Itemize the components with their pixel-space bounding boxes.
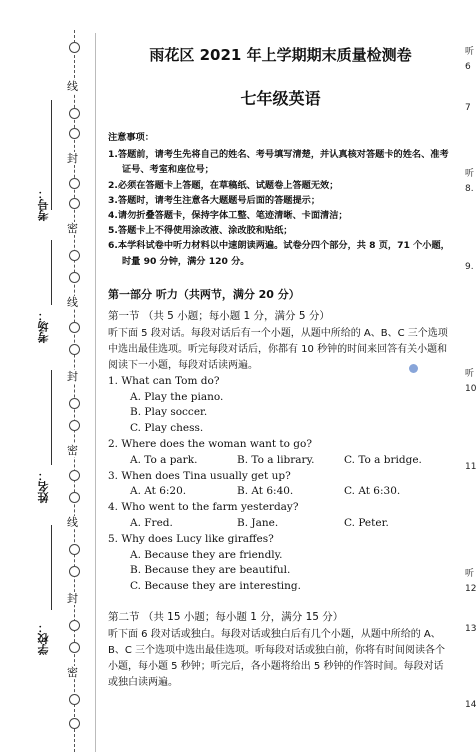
seal-word: 密 bbox=[67, 444, 78, 457]
edge-text: 8. bbox=[465, 184, 474, 194]
edge-text: 听 bbox=[465, 47, 475, 57]
section-heading: 第二节 （共 15 小题；每小题 1 分，满分 15 分） bbox=[108, 610, 344, 623]
edge-text: 14 bbox=[465, 700, 476, 710]
cursor-dot bbox=[409, 364, 418, 373]
option: B. Jane. bbox=[237, 517, 279, 529]
option-row bbox=[108, 484, 453, 500]
binding-circle bbox=[69, 108, 80, 119]
section-instructions: 听下面 5 段对话。每段对话后有一个小题，从题中所给的 A、B、C 三个选项中选出最佳选项。听完每段对话后，你都有 10 秒钟的时间来回答有关小题和阅读下一小题，每段对话读两遍。 bbox=[108, 327, 448, 371]
edge-text: 听 bbox=[465, 569, 475, 579]
question: 4. Who went to the farm yesterday? bbox=[108, 501, 299, 514]
binding-circle bbox=[69, 718, 80, 729]
seal-word: 封 bbox=[67, 152, 78, 165]
field-label-exam-room: 考场： bbox=[37, 310, 50, 343]
field-line bbox=[51, 240, 52, 305]
binding-margin bbox=[0, 0, 100, 752]
seal-word: 线 bbox=[67, 516, 78, 529]
binding-circle bbox=[69, 620, 80, 631]
exam-subject: 七年级英语 bbox=[240, 89, 321, 108]
field-line bbox=[51, 370, 52, 465]
note-item: 6.本学科试卷中听力材料以中速朗读两遍。试卷分四个部分，共 8 页，71 个小题，时量 90 分钟，满分 120 分。 bbox=[108, 240, 450, 267]
binding-circle bbox=[69, 694, 80, 705]
option: B. Play soccer. bbox=[130, 406, 208, 419]
binding-circle bbox=[69, 272, 80, 283]
notes-block bbox=[108, 130, 453, 269]
option-row bbox=[108, 453, 453, 469]
edge-text: 13 bbox=[465, 624, 476, 634]
binding-circle bbox=[69, 128, 80, 139]
exam-content bbox=[108, 44, 453, 691]
edge-text: 11 bbox=[465, 462, 476, 472]
option: B. At 6:40. bbox=[237, 485, 294, 498]
edge-text: 9. bbox=[465, 262, 474, 272]
seal-word: 线 bbox=[67, 80, 78, 93]
edge-text: 听 bbox=[465, 369, 475, 379]
edge-text: 10 bbox=[465, 384, 476, 394]
edge-text: 听 bbox=[465, 169, 475, 179]
question: 2. Where does the woman want to go? bbox=[108, 438, 312, 451]
note-item: 3.答题时，请考生注意各大题题号后面的答题提示； bbox=[108, 194, 321, 206]
question-list bbox=[108, 374, 453, 595]
question: 1. What can Tom do? bbox=[108, 374, 220, 387]
binding-circle bbox=[69, 398, 80, 409]
option: A. Fred. bbox=[130, 517, 173, 529]
field-label-exam-number: 考号： bbox=[37, 188, 50, 221]
option: C. Play chess. bbox=[130, 422, 204, 435]
page-border bbox=[95, 33, 96, 752]
binding-circle bbox=[69, 42, 80, 53]
seal-word: 密 bbox=[67, 222, 78, 235]
option: C. At 6:30. bbox=[344, 485, 401, 498]
option: A. Play the piano. bbox=[130, 390, 224, 403]
binding-circle bbox=[69, 250, 80, 261]
binding-circle bbox=[69, 198, 80, 209]
option: C. Peter. bbox=[344, 517, 389, 529]
binding-circle bbox=[69, 344, 80, 355]
seal-word: 线 bbox=[67, 296, 78, 309]
binding-circle bbox=[69, 492, 80, 503]
section-heading: 第一节 （共 5 小题；每小题 1 分，满分 5 分） bbox=[108, 309, 330, 322]
binding-circle bbox=[69, 420, 80, 431]
field-label-name: 姓名： bbox=[37, 470, 50, 503]
exam-title: 雨花区 2021 年上学期期末质量检测卷 bbox=[149, 46, 412, 64]
option: A. At 6:20. bbox=[130, 485, 187, 498]
notes-heading: 注意事项： bbox=[108, 132, 154, 143]
seal-word: 密 bbox=[67, 666, 78, 679]
binding-circle bbox=[69, 322, 80, 333]
section-instructions: 听下面 6 段对话或独白。每段对话或独白后有几个小题，从题中所给的 A、B、C 三个选项中选出最佳选项。听每段对话或独白前，你将有时间阅读各个小题，每小题 5 秒钟；听完后，各小题将给出 5 秒钟的作答时间。每段对话或独白读两遍。 bbox=[108, 628, 446, 688]
option-row bbox=[108, 516, 453, 532]
edge-text: 7 bbox=[465, 103, 471, 113]
binding-circle bbox=[69, 178, 80, 189]
part-heading: 第一部分 听力（共两节，满分 20 分） bbox=[108, 287, 300, 301]
option: B. Because they are beautiful. bbox=[130, 564, 291, 577]
seal-word: 封 bbox=[67, 592, 78, 605]
edge-text: 6 bbox=[465, 62, 471, 72]
field-label-school: 学校： bbox=[37, 622, 50, 655]
binding-circle bbox=[69, 544, 80, 555]
note-item: 2.必须在答题卡上答题，在草稿纸、试题卷上答题无效； bbox=[108, 179, 339, 191]
binding-circle bbox=[69, 642, 80, 653]
field-line bbox=[51, 525, 52, 610]
binding-circle bbox=[69, 566, 80, 577]
note-item: 4.请勿折叠答题卡，保持字体工整、笔迹清晰、卡面清洁； bbox=[108, 210, 348, 222]
seal-word: 封 bbox=[67, 370, 78, 383]
note-item: 5.答题卡上不得使用涂改液、涂改胶和贴纸； bbox=[108, 225, 293, 237]
question: 3. When does Tina usually get up? bbox=[108, 469, 291, 482]
edge-text: 12 bbox=[465, 584, 476, 594]
option: C. To a bridge. bbox=[344, 453, 422, 466]
option: A. Because they are friendly. bbox=[130, 548, 283, 561]
option: B. To a library. bbox=[237, 453, 315, 466]
note-item: 1.答题前，请考生先将自己的姓名、考号填写清楚，并认真核对答题卡的姓名、准考证号、考室和座位号； bbox=[108, 149, 449, 176]
question: 5. Why does Lucy like giraffes? bbox=[108, 532, 274, 545]
option: C. Because they are interesting. bbox=[130, 580, 301, 593]
option: A. To a park. bbox=[130, 453, 198, 466]
binding-circle bbox=[69, 470, 80, 481]
